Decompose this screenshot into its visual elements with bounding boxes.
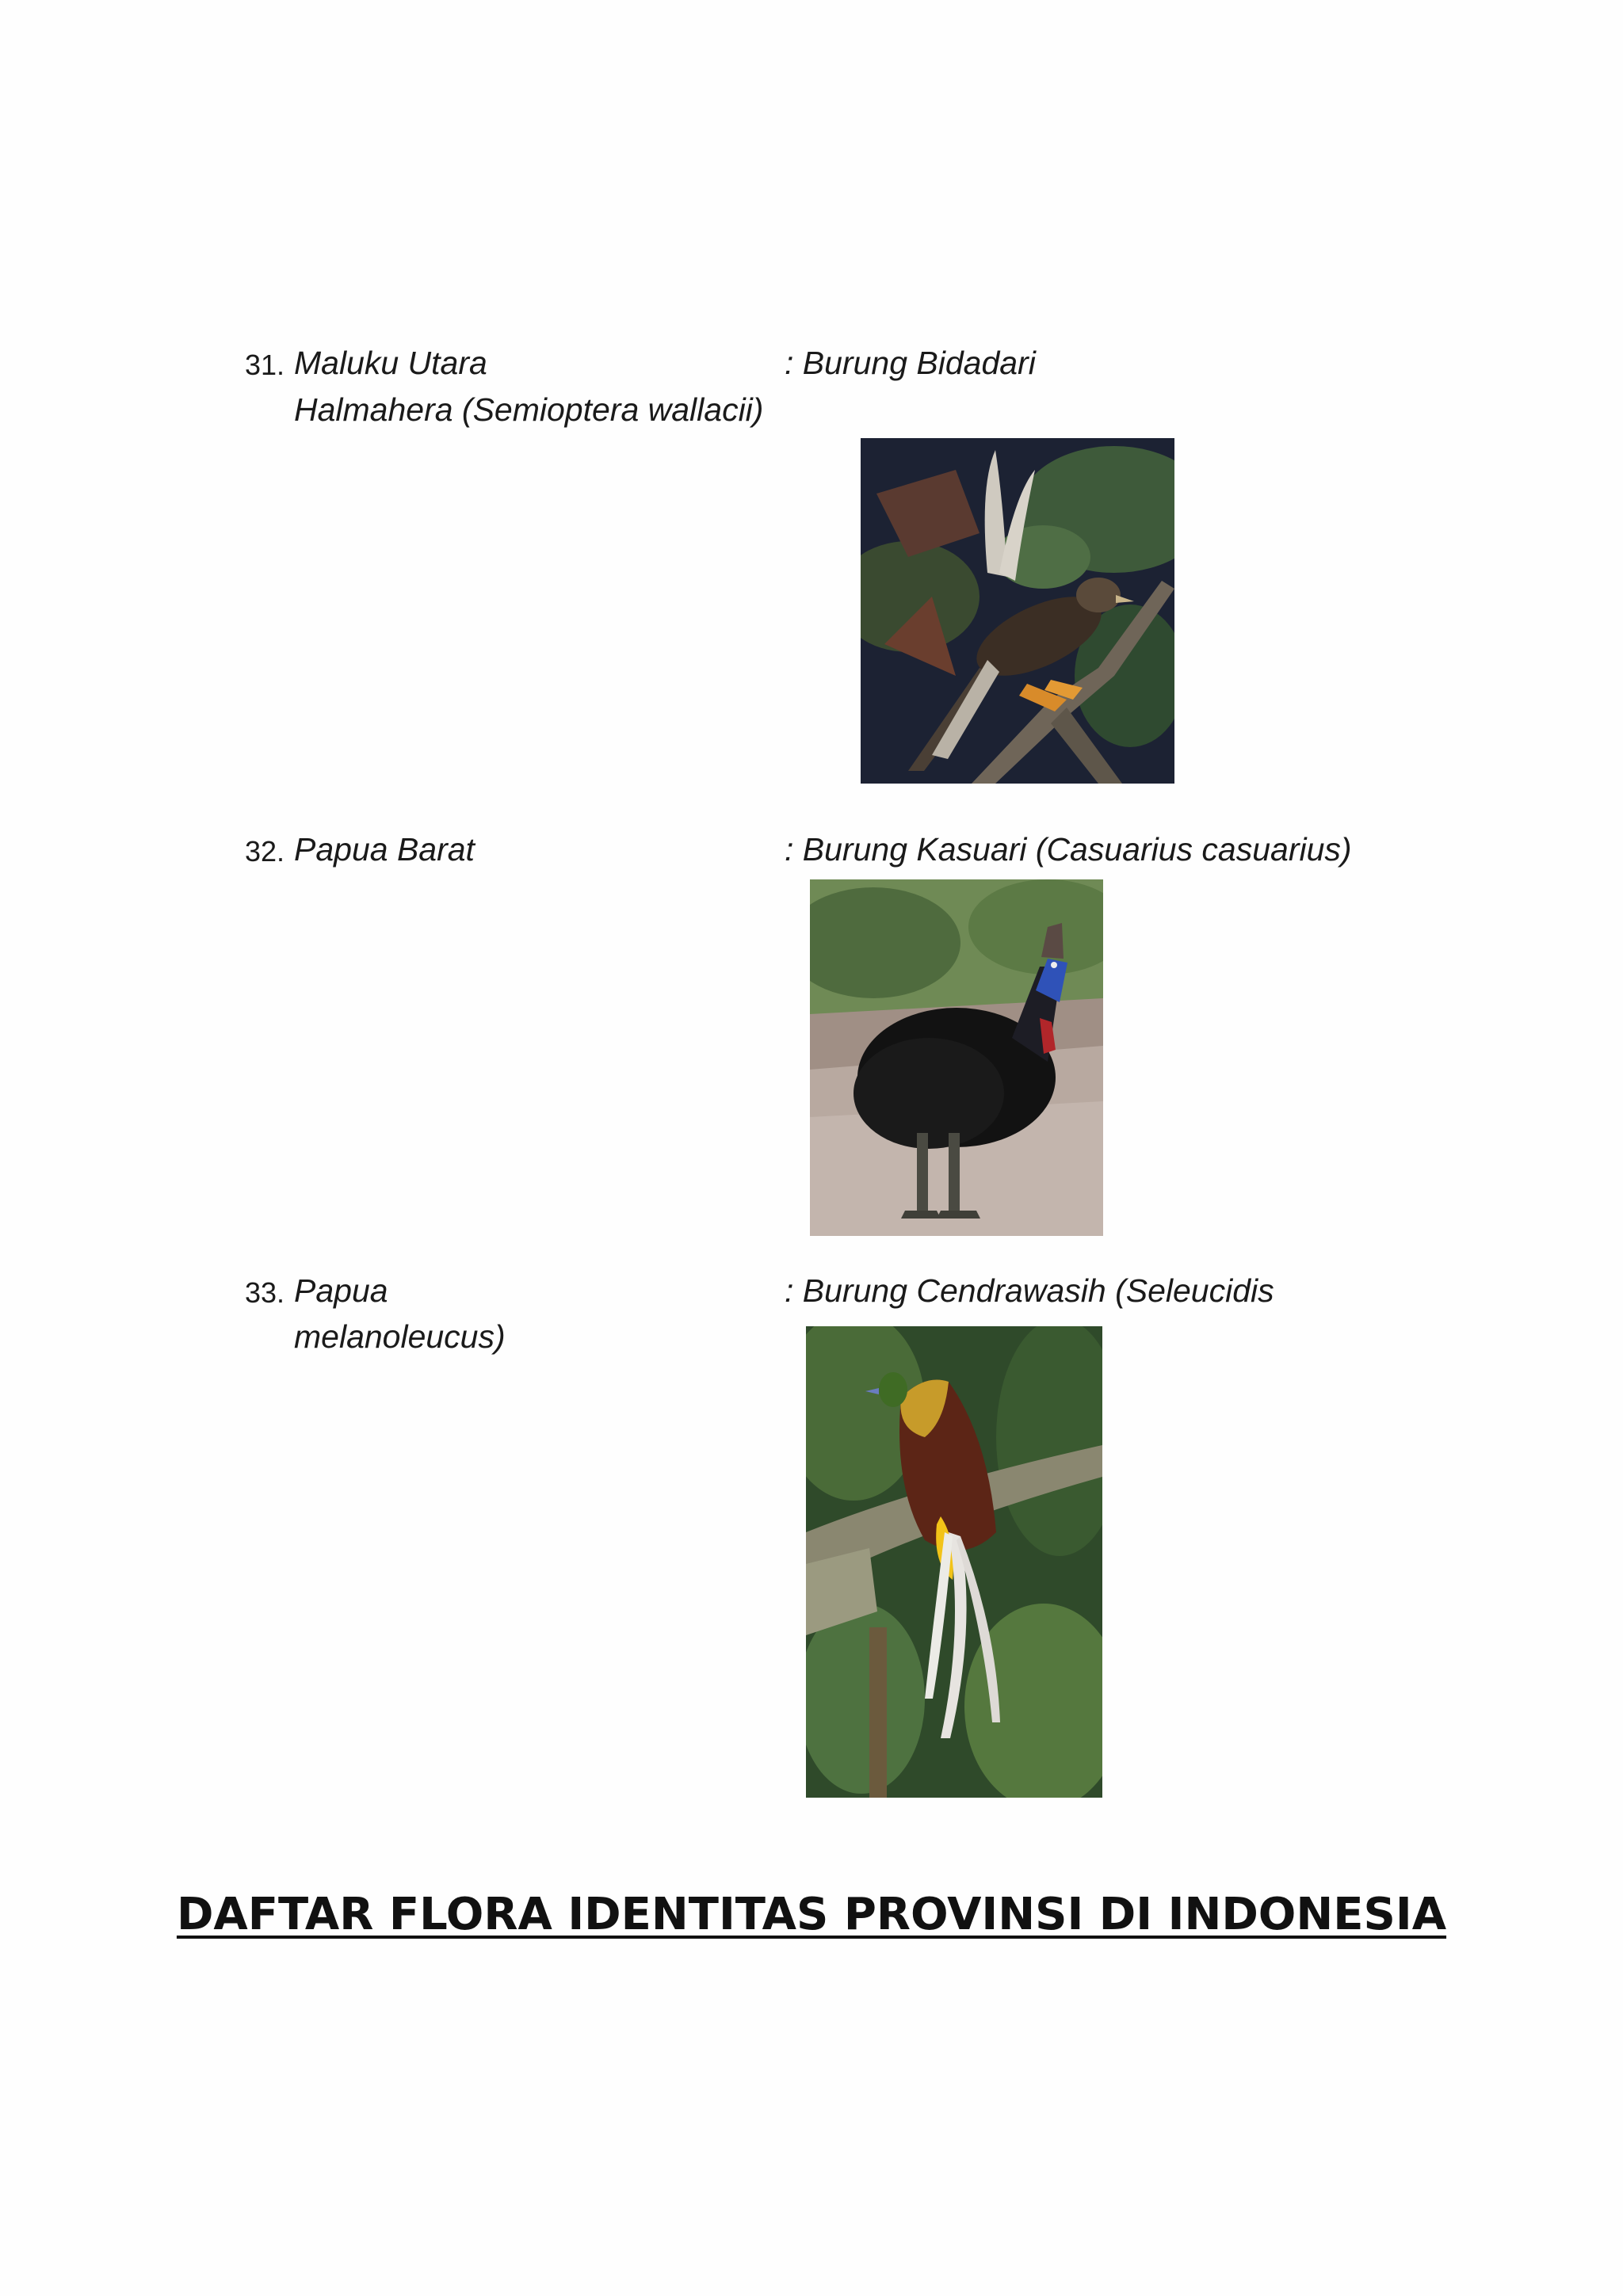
item-number: 33.: [245, 1276, 285, 1309]
standardwing-bird-of-paradise-photo: [861, 438, 1174, 784]
fauna-name-continued: Halmahera (Semioptera wallacii): [294, 391, 764, 428]
fauna-name: : Burung Kasuari (Casuarius casuarius): [785, 831, 1352, 868]
province-name: Papua Barat: [294, 831, 475, 868]
province-name: Papua: [294, 1272, 388, 1309]
fauna-name-continued: melanoleucus): [294, 1318, 506, 1355]
item-number: 32.: [245, 835, 285, 868]
section-heading: DAFTAR FLORA IDENTITAS PROVINSI DI INDONESIA: [176, 1889, 1447, 1940]
item-number: 31.: [245, 349, 285, 381]
cassowary-photo: [810, 879, 1103, 1236]
fauna-name: : Burung Cendrawasih (Seleucidis: [785, 1272, 1274, 1309]
bird-of-paradise-photo: [806, 1326, 1102, 1798]
province-name: Maluku Utara: [294, 345, 487, 381]
fauna-name: : Burung Bidadari: [785, 345, 1036, 381]
